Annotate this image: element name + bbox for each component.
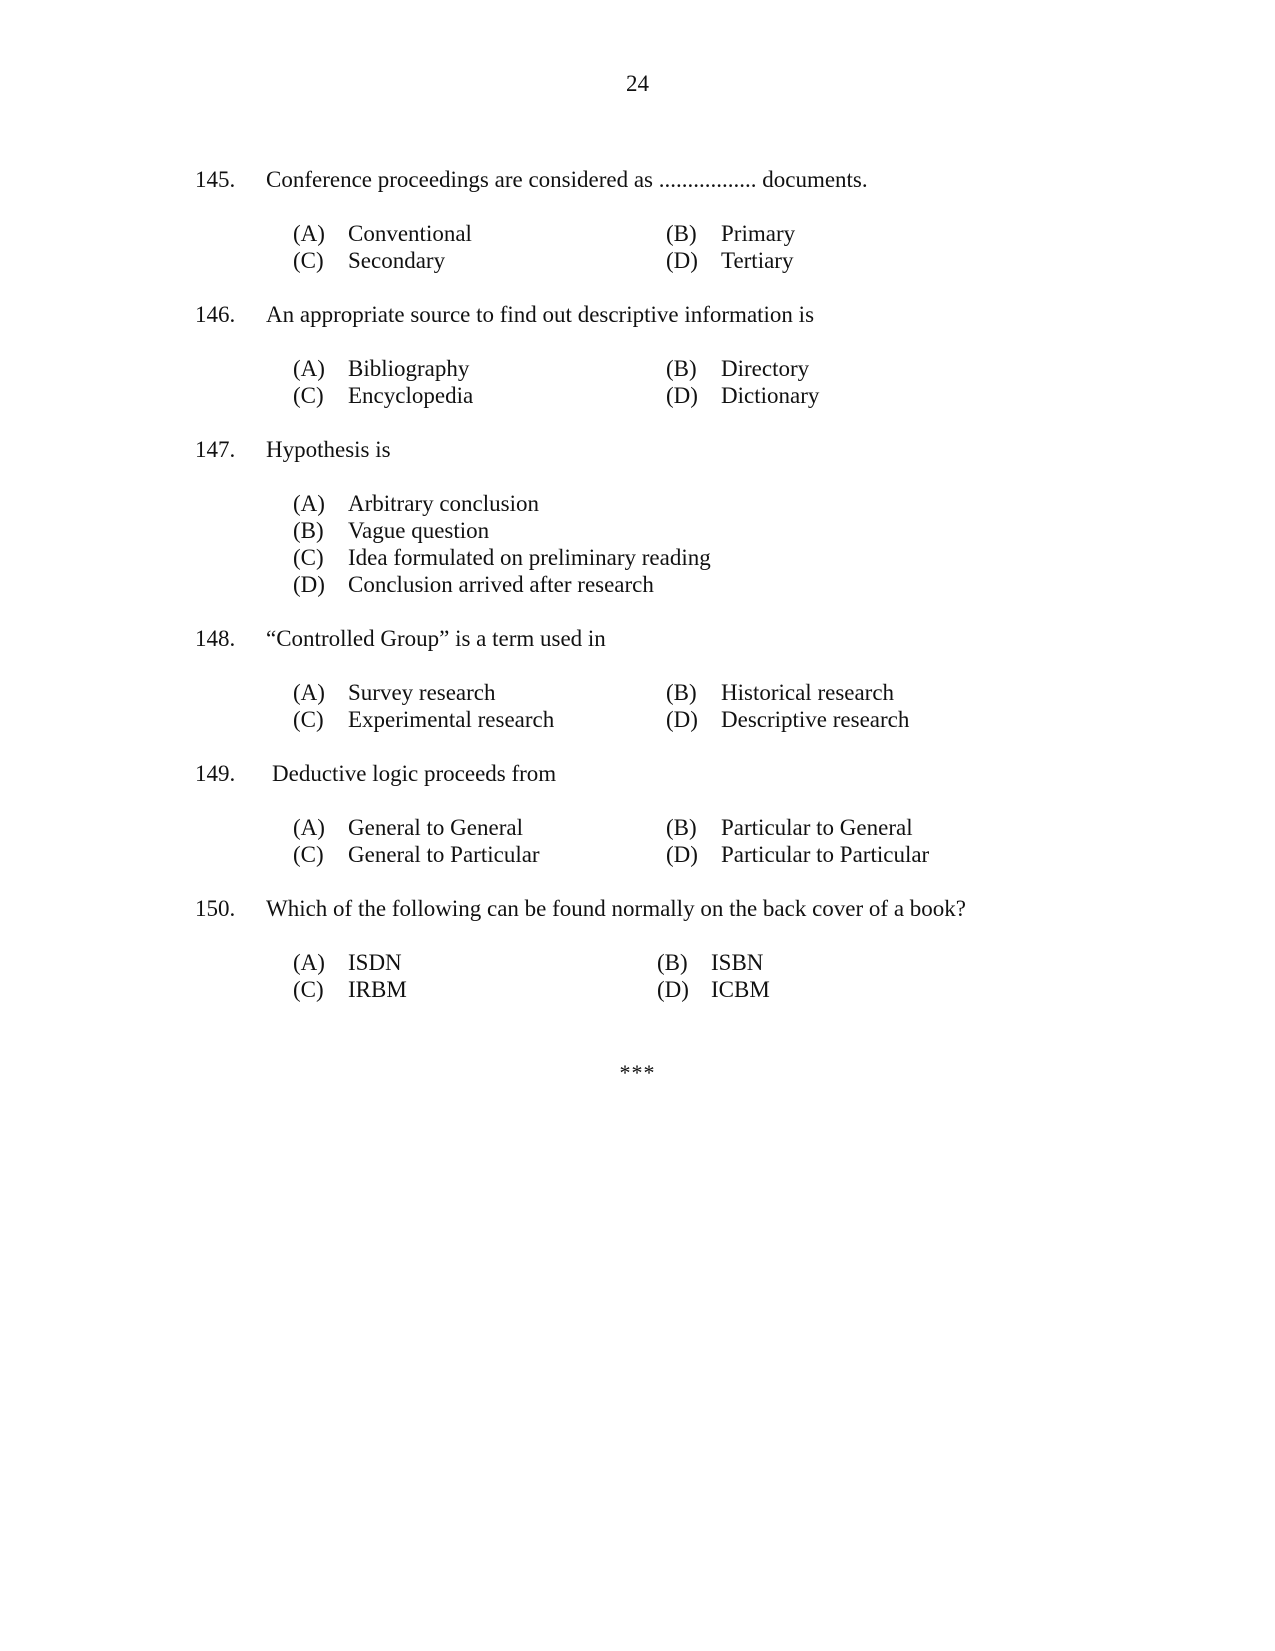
- option-text: Descriptive research: [721, 707, 910, 732]
- option-text: General to Particular: [348, 842, 540, 867]
- option-letter: (B): [657, 950, 688, 975]
- option-letter: (A): [293, 815, 325, 840]
- option-letter: (D): [657, 977, 689, 1002]
- option-letter: (D): [666, 707, 698, 732]
- question-number: 149.: [195, 761, 236, 786]
- question-number: 148.: [195, 626, 236, 651]
- option-letter: (A): [293, 950, 325, 975]
- option-text: Directory: [721, 356, 810, 381]
- option-text: ISDN: [348, 950, 402, 975]
- option-letter: (B): [293, 518, 324, 543]
- option-letter: (C): [293, 977, 324, 1002]
- option-letter: (D): [666, 248, 698, 273]
- option-letter: (B): [666, 815, 697, 840]
- option-text: General to General: [348, 815, 523, 840]
- option-letter: (C): [293, 842, 324, 867]
- option-text: Tertiary: [721, 248, 794, 273]
- option-text: Survey research: [348, 680, 496, 705]
- option-letter: (C): [293, 707, 324, 732]
- option-letter: (D): [666, 842, 698, 867]
- option-text: Primary: [721, 221, 796, 246]
- option-letter: (A): [293, 680, 325, 705]
- option-text: Arbitrary conclusion: [348, 491, 539, 516]
- option-letter: (C): [293, 248, 324, 273]
- option-letter: (A): [293, 356, 325, 381]
- page-number: 24: [626, 71, 649, 96]
- question-text: Conference proceedings are considered as ................. documents.: [266, 167, 868, 192]
- question-number: 146.: [195, 302, 236, 327]
- option-letter: (B): [666, 680, 697, 705]
- option-text: Encyclopedia: [348, 383, 474, 408]
- question-number: 150.: [195, 896, 236, 921]
- option-letter: (C): [293, 383, 324, 408]
- option-letter: (A): [293, 491, 325, 516]
- option-text: Particular to General: [721, 815, 913, 840]
- option-letter: (A): [293, 221, 325, 246]
- option-text: ICBM: [711, 977, 770, 1002]
- option-text: Dictionary: [721, 383, 820, 408]
- option-letter: (B): [666, 356, 697, 381]
- option-text: Idea formulated on preliminary reading: [348, 545, 711, 570]
- question-text: Hypothesis is: [266, 437, 391, 462]
- question-text: An appropriate source to find out descriptive information is: [266, 302, 815, 327]
- option-text: IRBM: [348, 977, 407, 1002]
- question-text: “Controlled Group” is a term used in: [266, 626, 606, 651]
- option-text: Historical research: [721, 680, 895, 705]
- option-text: Bibliography: [348, 356, 470, 381]
- option-letter: (C): [293, 545, 324, 570]
- question-number: 145.: [195, 167, 236, 192]
- option-text: Conventional: [348, 221, 472, 246]
- option-letter: (D): [293, 572, 325, 597]
- option-text: Secondary: [348, 248, 446, 273]
- option-text: ISBN: [711, 950, 764, 975]
- option-text: Vague question: [348, 518, 490, 543]
- question-text: Deductive logic proceeds from: [272, 761, 557, 786]
- question-number: 147.: [195, 437, 236, 462]
- option-letter: (D): [666, 383, 698, 408]
- option-text: Conclusion arrived after research: [348, 572, 654, 597]
- option-text: Experimental research: [348, 707, 555, 732]
- option-letter: (B): [666, 221, 697, 246]
- end-of-section-mark: ***: [619, 1060, 656, 1085]
- option-text: Particular to Particular: [721, 842, 930, 867]
- question-text: Which of the following can be found normally on the back cover of a book?: [266, 896, 966, 921]
